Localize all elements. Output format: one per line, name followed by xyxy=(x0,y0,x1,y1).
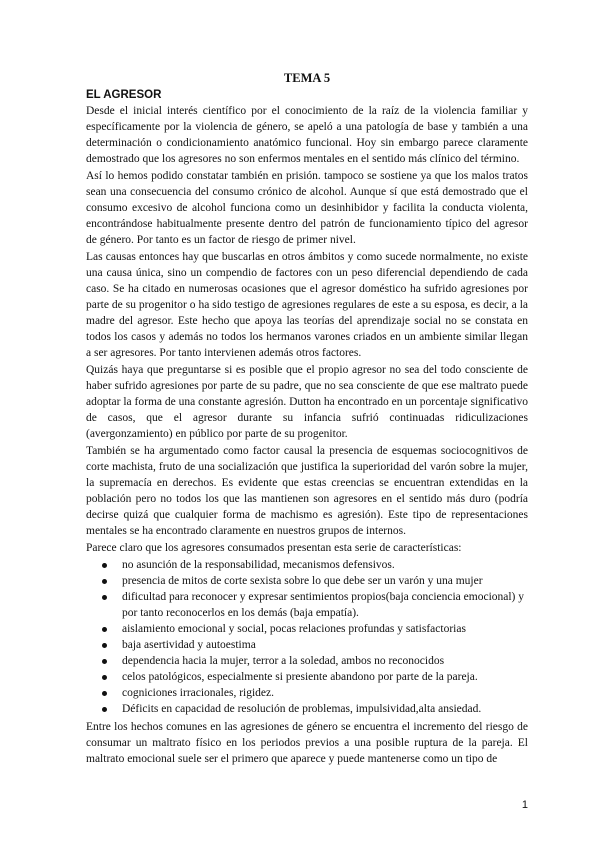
section-heading: EL AGRESOR xyxy=(86,89,162,101)
page-number: 1 xyxy=(521,799,528,811)
bullet-icon xyxy=(102,691,107,696)
list-item xyxy=(102,621,528,637)
list-item-text: baja asertividad y autoestima xyxy=(122,639,256,651)
list-item xyxy=(102,685,528,701)
characteristics-list xyxy=(86,557,528,717)
paragraph-dutton: Quizás haya que preguntarse si es posible que el propio agresor no sea del todo consciente de haber sufrido agresiones por parte de su padre, que no sea consciente de que ese maltrato puede adoptar la forma de una constante agresión. Dutton ha encontrado en un porcentaje significativo de casos, que el agresor durante su infancia sufrió continuadas ridiculizaciones (avergonzamiento) en público por parte de su progenitor. xyxy=(86,364,528,440)
list-item xyxy=(102,701,528,717)
list-item xyxy=(102,589,528,621)
paragraph-causes: Las causas entonces hay que buscarlas en otros ámbitos y como sucede normalmente, no existe una causa única, sino un compendio de factores con un peso diferencial dependiendo de cada caso. Se ha citado en numerosas ocasiones que el agresor doméstico ha sufrido agresiones por parte de su progenitor o ha sido testigo de agresiones regulares de este a su esposa, es decir, a la madre del agresor. Este hecho que apoya las teorías del aprendizaje social no se constata en todos los casos y además no todos los hermanos varones criados en un ambiente similar llegan a ser agresores. Por tanto intervienen además otros factores. xyxy=(86,251,528,359)
bullet-icon xyxy=(102,579,107,584)
page-content xyxy=(86,70,528,768)
list-item-text: aislamiento emocional y social, pocas relaciones profundas y satisfactorias xyxy=(122,623,466,635)
paragraph-sociocognitive: También se ha argumentado como factor causal la presencia de esquemas sociocognitivos de corte machista, fruto de una socialización que justifica la superioridad del varón sobre la mujer, la supremacía en derechos. Es evidente que estas creencias se encuentran extendidas en la población pero no todos los que las mantienen son agresores en el sentido más duro (podría decirse quizá que cualquier forma de machismo es agresión). Este tipo de representaciones mentales se ha encontrado claramente en nuestros grupos de internos. xyxy=(86,445,528,537)
paragraph-list-intro: Parece claro que los agresores consumados presentan esta serie de características: xyxy=(86,542,462,554)
list-item-text: presencia de mitos de corte sexista sobre lo que debe ser un varón y una mujer xyxy=(122,575,483,587)
list-item-text: celos patológicos, especialmente si presiente abandono por parte de la pareja. xyxy=(122,671,478,683)
list-item xyxy=(102,669,528,685)
list-item-text: cogniciones irracionales, rigidez. xyxy=(122,687,274,699)
paragraph-closing: Entre los hechos comunes en las agresiones de género se encuentra el incremento del riesgo de consumar un maltrato físico en los periodos previos a una posible ruptura de la pareja. El maltrato emocional suele ser el primero que aparece y puede mantenerse como un tipo de xyxy=(86,721,528,765)
list-item-text: dificultad para reconocer y expresar sentimientos propios(baja conciencia emocional) y por tanto reconocerlos en los demás (baja empatía). xyxy=(122,591,525,619)
bullet-icon xyxy=(102,659,107,664)
list-item xyxy=(102,653,528,669)
document-title: TEMA 5 xyxy=(283,71,331,85)
list-item xyxy=(102,573,528,589)
bullet-icon xyxy=(102,643,107,648)
bullet-icon xyxy=(102,563,107,568)
paragraph-intro: Desde el inicial interés científico por el conocimiento de la raíz de la violencia familiar y específicamente por la violencia de género, se apeló a una patología de base y también a una determinación o condicionamiento anatómico funcional. Hoy sin embargo parece claramente demostrado que los agresores no son enfermos mentales en el sentido más clínico del término. xyxy=(86,105,528,165)
bullet-icon xyxy=(102,707,107,712)
list-item-text: no asunción de la responsabilidad, mecanismos defensivos. xyxy=(122,559,395,571)
list-item-text: dependencia hacia la mujer, terror a la soledad, ambos no reconocidos xyxy=(122,655,445,667)
paragraph-alcohol: Así lo hemos podido constatar también en prisión. tampoco se sostiene ya que los malos tratos sean una consecuencia del consumo crónico de alcohol. Aunque sí que está demostrado que el consumo excesivo de alcohol funciona como un desinhibidor y facilita la conducta violenta, encontrándose habitualmente presente dentro del patrón de funcionamiento típico del agresor de género. Por tanto es un factor de riesgo de primer nivel. xyxy=(86,170,528,246)
bullet-icon xyxy=(102,595,107,600)
bullet-icon xyxy=(102,675,107,680)
list-item xyxy=(102,557,528,573)
list-item-text: Déficits en capacidad de resolución de problemas, impulsividad,alta ansiedad. xyxy=(122,703,482,715)
list-item xyxy=(102,637,528,653)
bullet-icon xyxy=(102,627,107,632)
